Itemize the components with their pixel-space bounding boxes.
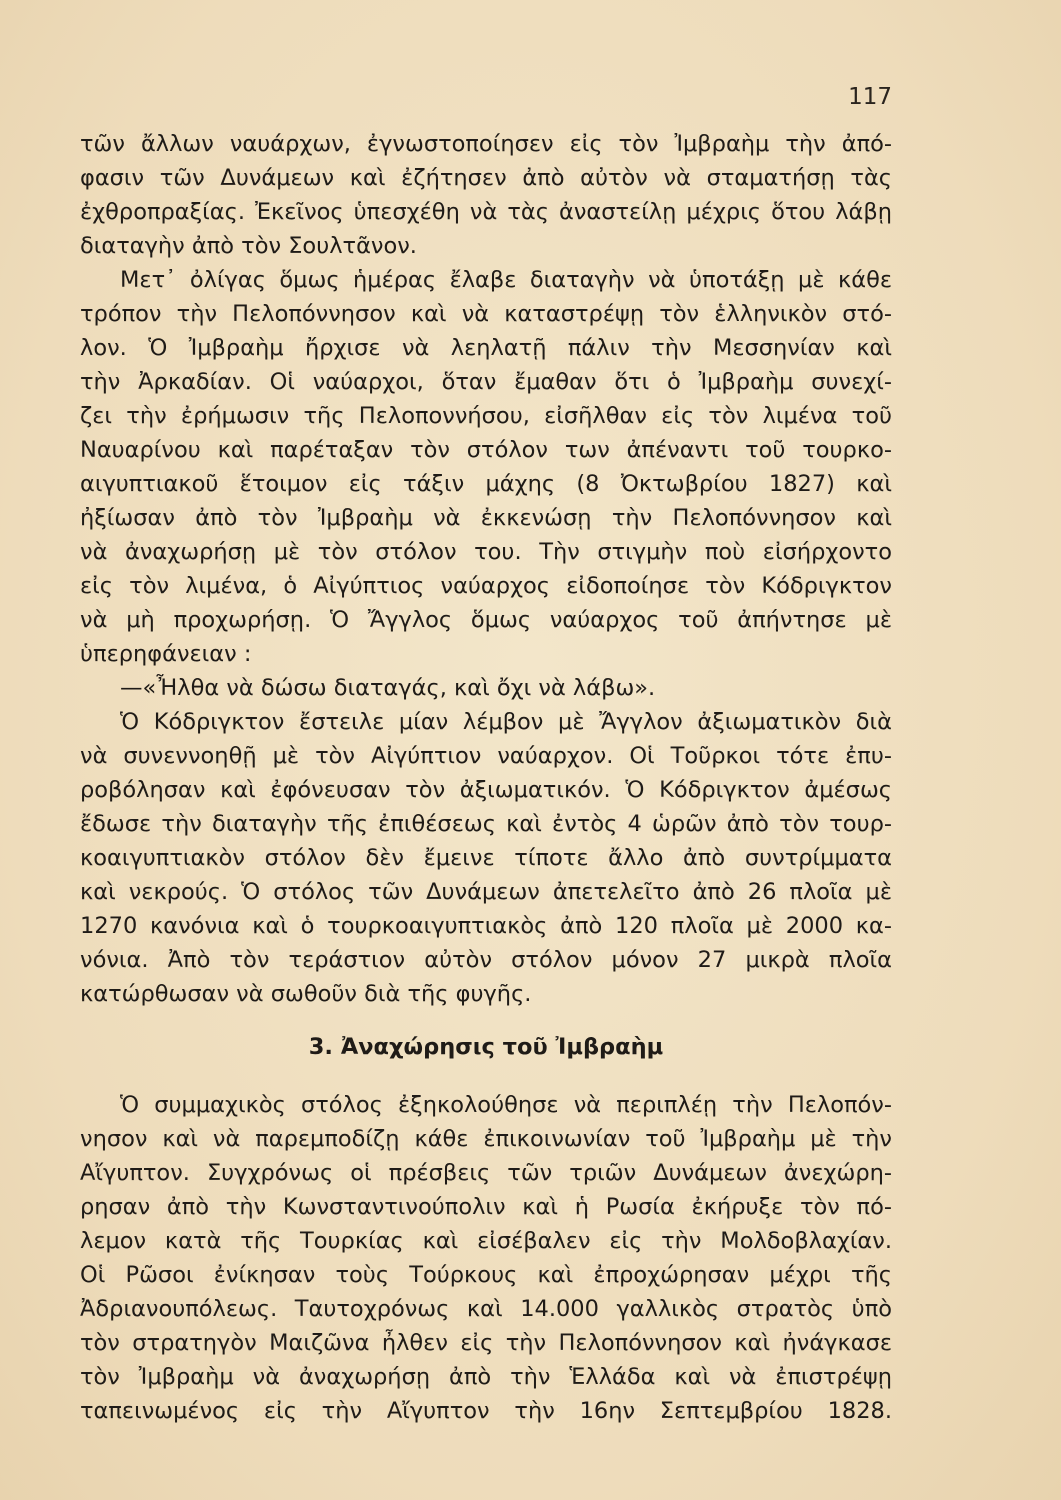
text-line: Ὁ Κόδριγκτον ἔστειλε μίαν λέμβον μὲ Ἄγγλον ἀξιωματικὸν διὰ <box>120 709 892 735</box>
text-line: Ἀδριανουπόλεως. Ταυτοχρόνως καὶ 14.000 γαλλικὸς στρατὸς ὑπὸ <box>80 1296 892 1322</box>
text-line: ρησαν ἀπὸ τὴν Κωνσταντινούπολιν καὶ ἡ Ρωσία ἐκήρυξε τὸν πό- <box>80 1194 892 1220</box>
text-line: ἐχθροπραξίας. Ἐκεῖνος ὑπεσχέθη νὰ τὰς ἀναστείλῃ μέχρις ὅτου λάβῃ <box>80 199 892 225</box>
text-line: νὰ ἀναχωρήσῃ μὲ τὸν στόλον του. Τὴν στιγμὴν ποὺ εἰσήρχοντο <box>80 539 892 565</box>
text-line: Μετ᾽ ὀλίγας ὅμως ἡμέρας ἔλαβε διαταγὴν νὰ ὑποτάξῃ μὲ κάθε <box>120 267 892 293</box>
text-line: κατώρθωσαν νὰ σωθοῦν διὰ τῆς φυγῆς. <box>80 981 532 1007</box>
text-line: ταπεινωμένος εἰς τὴν Αἴγυπτον τὴν 16ην Σεπτεμβρίου 1828. <box>80 1398 892 1424</box>
text-line: Ὁ συμμαχικὸς στόλος ἐξηκολούθησε νὰ περιπλέῃ τὴν Πελοπόν- <box>120 1092 892 1118</box>
text-line: λεμον κατὰ τῆς Τουρκίας καὶ εἰσέβαλεν εἰς τὴν Μολδοβλαχίαν. <box>80 1228 892 1254</box>
text-line: νησον καὶ νὰ παρεμποδίζῃ κάθε ἐπικοινωνίαν τοῦ Ἰμβραὴμ μὲ τὴν <box>80 1126 892 1152</box>
text-line: ὑπερηφάνειαν : <box>80 641 252 667</box>
text-line: καὶ νεκρούς. Ὁ στόλος τῶν Δυνάμεων ἀπετελεῖτο ἀπὸ 26 πλοῖα μὲ <box>80 879 892 905</box>
text-line: Ναυαρίνου καὶ παρέταξαν τὸν στόλον των ἀπέναντι τοῦ τουρκο- <box>80 437 892 463</box>
text-line: Οἱ Ρῶσοι ἐνίκησαν τοὺς Τούρκους καὶ ἐπροχώρησαν μέχρι τῆς <box>80 1262 892 1288</box>
text-line: τὴν Ἀρκαδίαν. Οἱ ναύαρχοι, ὅταν ἔμαθαν ὅτι ὁ Ἰμβραὴμ συνεχί- <box>80 369 892 395</box>
text-line: νόνια. Ἀπὸ τὸν τεράστιον αὐτὸν στόλον μόνον 27 μικρὰ πλοῖα <box>80 947 892 973</box>
page-number: 117 <box>848 84 892 110</box>
text-line: τὸν στρατηγὸν Μαιζῶνα ἦλθεν εἰς τὴν Πελοπόννησον καὶ ἠνάγκασε <box>80 1330 892 1356</box>
text-line: εἰς τὸν λιμένα, ὁ Αἰγύπτιος ναύαρχος εἰδοποίησε τὸν Κόδριγκτον <box>80 573 892 599</box>
text-line: κοαιγυπτιακὸν στόλον δὲν ἔμεινε τίποτε ἄλλο ἀπὸ συντρίμματα <box>80 845 892 871</box>
text-line: νὰ μὴ προχωρήσῃ. Ὁ Ἄγγλος ὅμως ναύαρχος τοῦ ἀπήντησε μὲ <box>80 607 892 633</box>
text-line: νὰ συνεννοηθῇ μὲ τὸν Αἰγύπτιον ναύαρχον. Οἱ Τοῦρκοι τότε ἐπυ- <box>80 743 892 769</box>
text-line: τῶν ἄλλων ναυάρχων, ἐγνωστοποίησεν εἰς τὸν Ἰμβραὴμ τὴν ἀπό- <box>80 131 892 157</box>
text-line: αιγυπτιακοῦ ἕτοιμον εἰς τάξιν μάχης (8 Ὀκτωβρίου 1827) καὶ <box>80 471 892 497</box>
text-line: διαταγὴν ἀπὸ τὸν Σουλτᾶνον. <box>80 233 417 259</box>
text-line: ζει τὴν ἐρήμωσιν τῆς Πελοποννήσου, εἰσῆλθαν εἰς τὸν λιμένα τοῦ <box>80 403 892 429</box>
text-line: λον. Ὁ Ἰμβραὴμ ἤρχισε νὰ λεηλατῇ πάλιν τὴν Μεσσηνίαν καὶ <box>80 335 892 361</box>
text-line: τρόπον τὴν Πελοπόννησον καὶ νὰ καταστρέψῃ τὸν ἑλληνικὸν στό- <box>80 301 892 327</box>
section-heading: 3. Ἀναχώρησις τοῦ Ἰμβραὴμ <box>308 1034 664 1060</box>
text-line: Αἴγυπτον. Συγχρόνως οἱ πρέσβεις τῶν τριῶν Δυνάμεων ἀνεχώρη- <box>80 1160 892 1186</box>
text-line: ροβόλησαν καὶ ἐφόνευσαν τὸν ἀξιωματικόν. Ὁ Κόδριγκτον ἀμέσως <box>80 777 892 803</box>
text-line: ἠξίωσαν ἀπὸ τὸν Ἰμβραὴμ νὰ ἐκκενώσῃ τὴν Πελοπόννησον καὶ <box>80 505 892 531</box>
text-line: 1270 κανόνια καὶ ὁ τουρκοαιγυπτιακὸς ἀπὸ 120 πλοῖα μὲ 2000 κα- <box>80 913 892 939</box>
quote-line: —«Ἦλθα νὰ δώσω διαταγάς, καὶ ὄχι νὰ λάβω». <box>120 675 656 701</box>
text-line: φασιν τῶν Δυνάμεων καὶ ἐζήτησεν ἀπὸ αὐτὸν νὰ σταματήσῃ τὰς <box>80 165 892 191</box>
text-line: τὸν Ἰμβραὴμ νὰ ἀναχωρήσῃ ἀπὸ τὴν Ἑλλάδα καὶ νὰ ἐπιστρέψῃ <box>80 1364 892 1390</box>
text-line: ἔδωσε τὴν διαταγὴν τῆς ἐπιθέσεως καὶ ἐντὸς 4 ὡρῶν ἀπὸ τὸν τουρ- <box>80 811 892 837</box>
